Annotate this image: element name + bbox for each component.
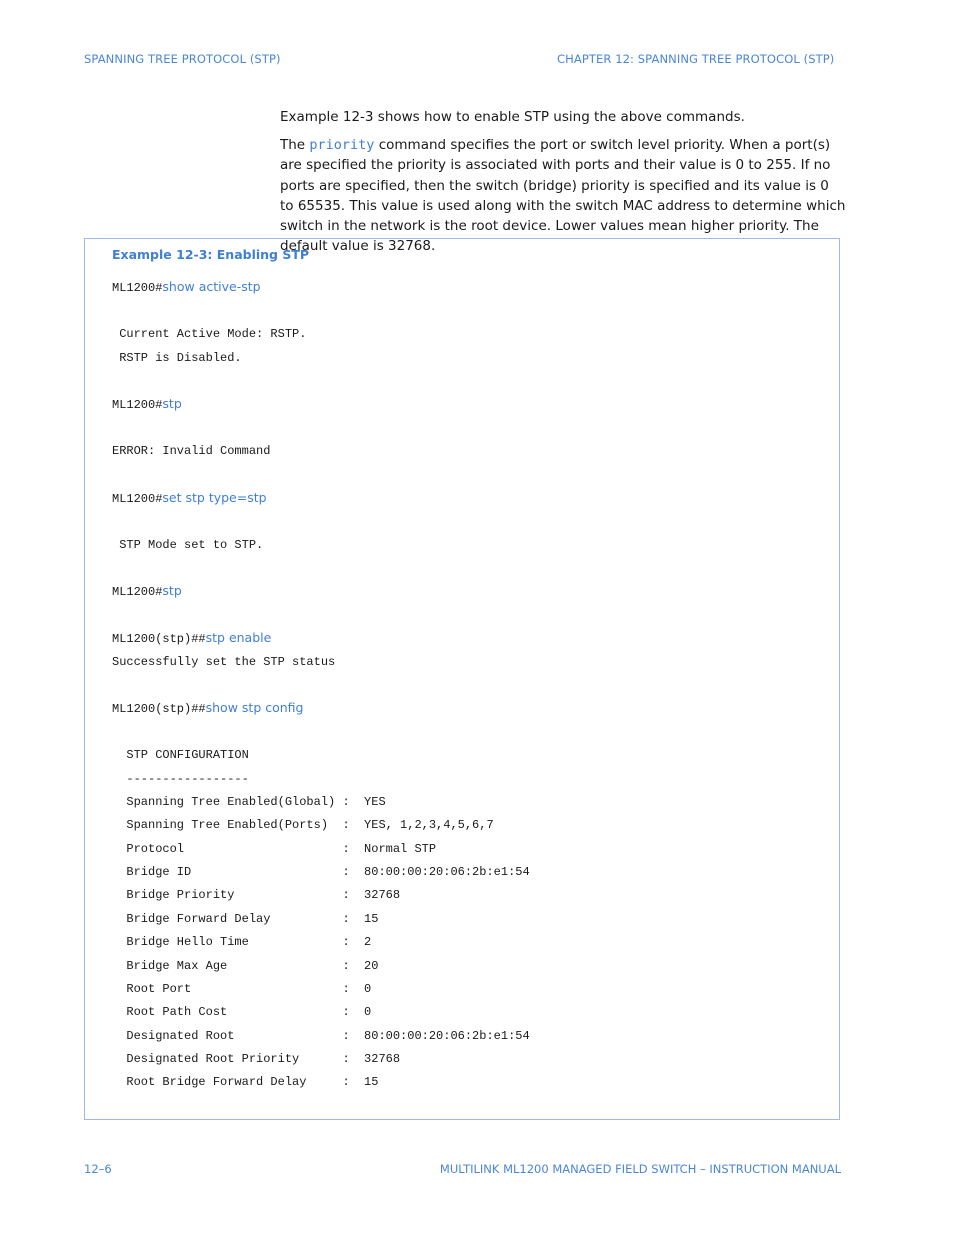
running-header-section: SPANNING TREE PROTOCOL (STP) — [84, 52, 281, 66]
cli-output: Bridge Priority : 32768 — [112, 888, 401, 902]
cli-output: ----------------- — [112, 772, 249, 786]
running-footer-title: MULTILINK ML1200 MANAGED FIELD SWITCH – INSTRUCTION MANUAL — [439, 1162, 841, 1176]
cli-output: Bridge Max Age : 20 — [112, 959, 379, 973]
cli-prompt: ML1200(stp)## — [112, 632, 206, 646]
cli-output: Designated Root Priority : 32768 — [112, 1052, 401, 1066]
cli-output: ERROR: Invalid Command — [112, 444, 271, 458]
cli-output: Designated Root : 80:00:00:20:06:2b:e1:54 — [112, 1029, 530, 1043]
page-number: 12–6 — [84, 1162, 112, 1176]
cli-output: Root Bridge Forward Delay : 15 — [112, 1075, 379, 1089]
cli-line — [112, 630, 271, 647]
intro-text-rest: command specifies the port or switch level priority. When a port(s) are specified the priority is associated with ports and their value is 0 to 255. If no ports are specified, then the switch (bridge) priority is specified and its value is 0 to 65535. This value is used along with the switch MAC address to determine which switch in the network is the root device. Lower values mean higher priority. The default value is 32768. — [280, 137, 846, 255]
cli-command: show active-stp — [162, 279, 261, 294]
cli-prompt: ML1200# — [112, 585, 163, 599]
running-header-chapter: CHAPTER 12: SPANNING TREE PROTOCOL (STP) — [557, 52, 835, 66]
cli-command: stp — [162, 583, 182, 598]
cli-output: RSTP is Disabled. — [112, 351, 242, 365]
cli-command: stp enable — [205, 630, 272, 645]
cli-output: Bridge Hello Time : 2 — [112, 935, 372, 949]
cli-output: Successfully set the STP status — [112, 655, 336, 669]
cli-output: Protocol : Normal STP — [112, 842, 437, 856]
cli-output: Bridge Forward Delay : 15 — [112, 912, 379, 926]
priority-command-code: priority — [309, 137, 375, 153]
cli-command: stp — [162, 396, 182, 411]
cli-output: Root Port : 0 — [112, 982, 372, 996]
cli-output: Spanning Tree Enabled(Global) : YES — [112, 795, 386, 809]
cli-prompt: ML1200# — [112, 492, 163, 506]
cli-line — [112, 583, 182, 600]
intro-text-prefix: The — [280, 137, 310, 153]
example-title: Example 12-3: Enabling STP — [112, 247, 310, 262]
cli-prompt: ML1200# — [112, 398, 163, 412]
cli-command: set stp type=stp — [162, 490, 267, 505]
cli-line — [112, 490, 267, 507]
cli-prompt: ML1200# — [112, 281, 163, 295]
cli-line — [112, 279, 261, 296]
cli-prompt: ML1200(stp)## — [112, 702, 206, 716]
cli-output: Current Active Mode: RSTP. — [112, 327, 307, 341]
cli-output: Bridge ID : 80:00:00:20:06:2b:e1:54 — [112, 865, 530, 879]
cli-output: STP Mode set to STP. — [112, 538, 264, 552]
cli-line — [112, 700, 303, 717]
cli-output: Root Path Cost : 0 — [112, 1005, 372, 1019]
intro-paragraph-1: Example 12-3 shows how to enable STP using the above commands. — [280, 109, 745, 125]
cli-output: STP CONFIGURATION — [112, 748, 249, 762]
cli-line — [112, 396, 182, 413]
cli-output: Spanning Tree Enabled(Ports) : YES, 1,2,3,4,5,6,7 — [112, 818, 494, 832]
cli-command: show stp config — [205, 700, 304, 715]
